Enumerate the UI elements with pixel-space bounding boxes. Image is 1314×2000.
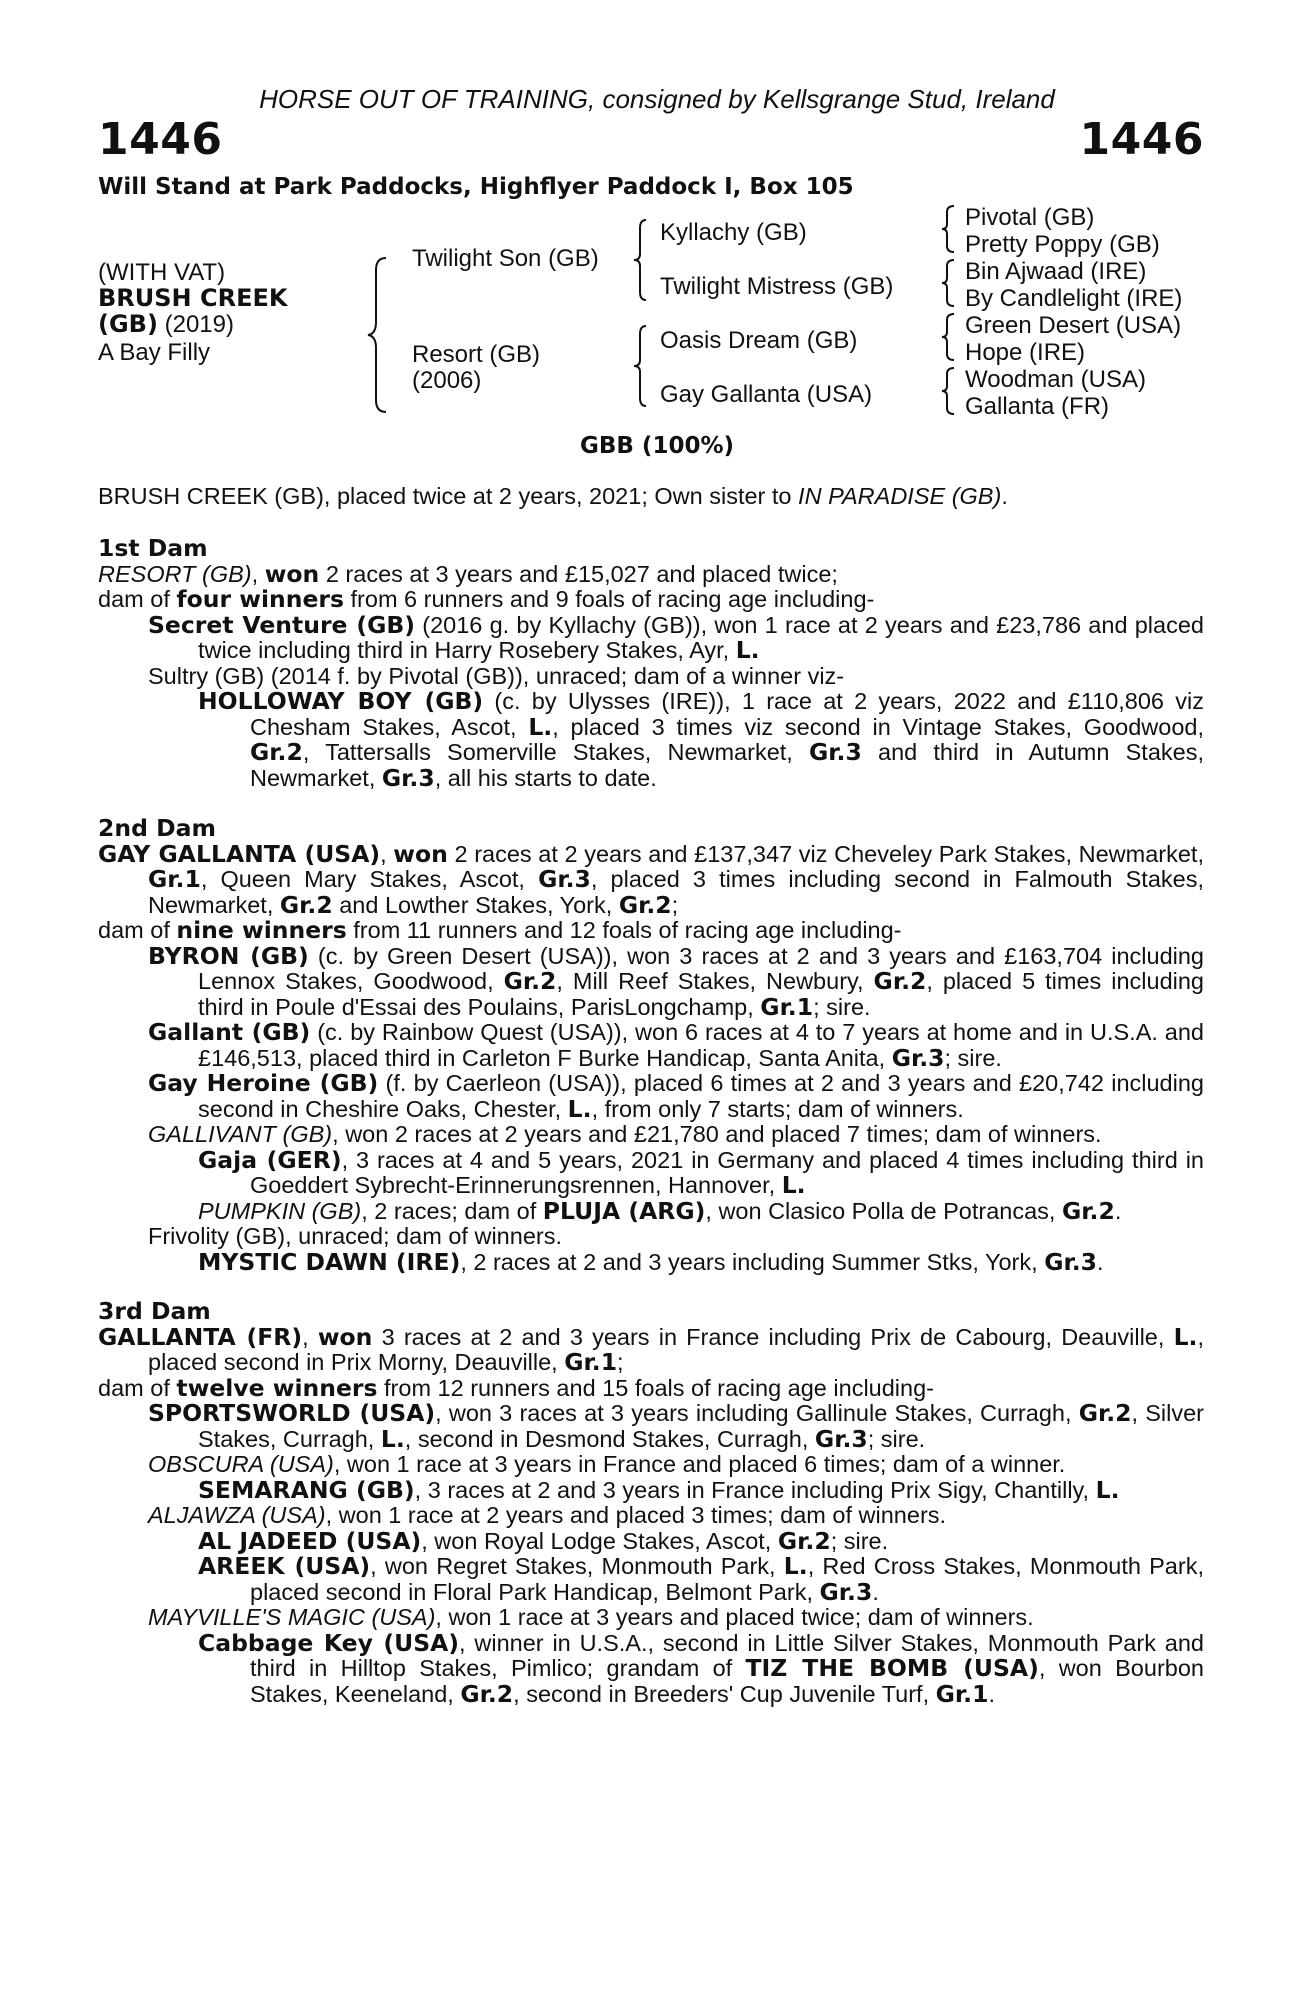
- second-dam-heading: 2nd Dam: [98, 814, 216, 842]
- pedigree-brace-sire: [632, 218, 648, 302]
- third-dam-section: [98, 1299, 1204, 1707]
- first-dam-produce-summary: dam of four winners from 6 runners and 9 foals of racing age including-: [98, 585, 875, 613]
- produce-byron: BYRON (GB) (c. by Green Desert (USA)), won 3 races at 2 and 3 years and £163,704 including Lennox Stakes, Goodwood, Gr.2, Mill Reef Stakes, Newbury, Gr.2, placed 5 times including third in Poule d'Essai des Poulains, ParisLongchamp, Gr.1; sire.: [148, 941, 1204, 1021]
- summary-line: BRUSH CREEK (GB), placed twice at 2 years, 2021; Own sister to IN PARADISE (GB).: [98, 483, 1008, 509]
- g3-pretty-poppy: Pretty Poppy (GB): [965, 231, 1160, 258]
- lot-number-left: 1446: [98, 114, 223, 165]
- consignor-line: HORSE OUT OF TRAINING, consigned by Kellsgrange Stud, Ireland: [259, 84, 1055, 114]
- pedigree-brace-g3-2: [940, 258, 956, 308]
- pedigree-brace-dam: [632, 324, 648, 408]
- first-dam-heading: 1st Dam: [98, 534, 208, 562]
- dam-dam: Gay Gallanta (USA): [660, 381, 873, 408]
- g3-gallanta: Gallanta (FR): [965, 393, 1110, 420]
- third-dam-heading: 3rd Dam: [98, 1297, 211, 1325]
- sire-name: Twilight Son (GB): [412, 245, 599, 272]
- horse-country: (GB): [98, 310, 158, 338]
- horse-description: A Bay Filly: [98, 339, 211, 366]
- pedigree-brace-main: [366, 256, 388, 414]
- horse-name: BRUSH CREEK: [98, 284, 288, 312]
- produce-obscura: OBSCURA (USA), won 1 race at 3 years in France and placed 6 times; dam of a winner.: [148, 1451, 1066, 1477]
- produce-sportsworld: SPORTSWORLD (USA), won 3 races at 3 years including Gallinule Stakes, Curragh, Gr.2, Silver Stakes, Curragh, L., second in Desmond Stakes, Curragh, Gr.3; sire.: [148, 1399, 1204, 1453]
- second-dam-section: [98, 816, 1204, 1275]
- g3-pivotal: Pivotal (GB): [965, 204, 1095, 231]
- pedigree-brace-g3-3: [940, 312, 956, 362]
- third-dam-record: GALLANTA (FR), won 3 races at 2 and 3 years in France including Prix de Cabourg, Deauville, L., placed second in Prix Morny, Deauville, Gr.1;: [98, 1322, 1205, 1376]
- horse-year: (2019): [164, 311, 234, 338]
- produce-mystic-dawn: MYSTIC DAWN (IRE), 2 races at 2 and 3 years including Summer Stks, York, Gr.3.: [198, 1247, 1104, 1276]
- produce-pumpkin: PUMPKIN (GB), 2 races; dam of PLUJA (ARG), won Clasico Polla de Potrancas, Gr.2.: [198, 1196, 1122, 1225]
- produce-gallant: Gallant (GB) (c. by Rainbow Quest (USA)), won 6 races at 4 to 7 years at home and in U.S.A. and £146,513, placed third in Carleton F Burke Handicap, Santa Anita, Gr.3; sire.: [148, 1018, 1204, 1072]
- own-sister: IN PARADISE (GB): [798, 483, 1002, 509]
- dam-name: Resort (GB): [412, 341, 541, 368]
- produce-secret-venture: Secret Venture (GB) (2016 g. by Kyllachy (GB)), won 1 race at 2 years and £23,786 and placed twice including third in Harry Rosebery Stakes, Ayr, L.: [148, 610, 1204, 664]
- pedigree-brace-g3-4: [940, 366, 956, 416]
- vat-label: (WITH VAT): [98, 259, 226, 286]
- dam-year: (2006): [412, 367, 482, 394]
- produce-gay-heroine: Gay Heroine (GB) (f. by Caerleon (USA)), placed 6 times at 2 and 3 years and £20,742 including second in Cheshire Oaks, Chester, L., from only 7 starts; dam of winners.: [148, 1069, 1204, 1123]
- g3-bin-ajwaad: Bin Ajwaad (IRE): [965, 258, 1147, 285]
- g3-woodman: Woodman (USA): [965, 366, 1146, 393]
- produce-frivolity: Frivolity (GB), unraced; dam of winners.: [148, 1223, 562, 1249]
- stabling-location: Will Stand at Park Paddocks, Highflyer Paddock I, Box 105: [98, 174, 854, 200]
- lot-number-right: 1446: [1079, 114, 1204, 165]
- produce-cabbage-key: Cabbage Key (USA), winner in U.S.A., second in Little Silver Stakes, Monmouth Park and third in Hilltop Stakes, Pimlico; grandam of TIZ THE BOMB (USA), won Bourbon Stakes, Keeneland, Gr.2, second in Breeders' Cup Juvenile Turf, Gr.1.: [198, 1628, 1204, 1708]
- produce-holloway-boy: HOLLOWAY BOY (GB) (c. by Ulysses (IRE)), 1 race at 2 years, 2022 and £110,806 viz Chesham Stakes, Ascot, L., placed 3 times viz second in Vintage Stakes, Goodwood, Gr.2, Tattersalls Somerville Stakes, Newmarket, Gr.3 and third in Autumn Stakes, Newmarket, Gr.3, all his starts to date.: [198, 687, 1204, 792]
- sire-dam: Twilight Mistress (GB): [660, 273, 894, 300]
- first-dam-section: [98, 536, 1204, 791]
- gbb-rating: GBB (100%): [579, 433, 735, 459]
- produce-semarang: SEMARANG (GB), 3 races at 2 and 3 years in France including Prix Sigy, Chantilly, L.: [198, 1475, 1120, 1504]
- produce-gallivant: GALLIVANT (GB), won 2 races at 2 years and £21,780 and placed 7 times; dam of winners.: [148, 1121, 1102, 1147]
- second-dam-record: GAY GALLANTA (USA), won 2 races at 2 years and £137,347 viz Cheveley Park Stakes, Newmarket, Gr.1, Queen Mary Stakes, Ascot, Gr.3, placed 3 times including second in Falmouth Stakes, Newmarket, Gr.2 and Lowther Stakes, York, Gr.2;: [98, 839, 1204, 919]
- sire-sire: Kyllachy (GB): [660, 219, 807, 246]
- produce-mayvilles-magic: MAYVILLE'S MAGIC (USA), won 1 race at 3 years and placed twice; dam of winners.: [148, 1604, 1034, 1630]
- produce-sultry: Sultry (GB) (2014 f. by Pivotal (GB)), unraced; dam of a winner viz-: [148, 662, 845, 689]
- g3-hope: Hope (IRE): [965, 339, 1086, 366]
- produce-aljawza: ALJAWZA (USA), won 1 race at 2 years and placed 3 times; dam of winners.: [148, 1502, 947, 1528]
- g3-by-candlelight: By Candlelight (IRE): [965, 285, 1183, 312]
- produce-gaja: Gaja (GER), 3 races at 4 and 5 years, 2021 in Germany and placed 4 times including third in Goeddert Sybrecht-Erinnerungsrennen, Hannover, L.: [198, 1145, 1204, 1199]
- produce-areek: AREEK (USA), won Regret Stakes, Monmouth Park, L., Red Cross Stakes, Monmouth Park, placed second in Floral Park Handicap, Belmont Park, Gr.3.: [198, 1552, 1204, 1606]
- g3-green-desert: Green Desert (USA): [965, 312, 1182, 339]
- dam-sire: Oasis Dream (GB): [660, 327, 858, 354]
- second-dam-produce-summary: dam of nine winners from 11 runners and 12 foals of racing age including-: [98, 916, 902, 944]
- produce-al-jadeed: AL JADEED (USA), won Royal Lodge Stakes, Ascot, Gr.2; sire.: [198, 1526, 889, 1555]
- first-dam-record: RESORT (GB), won 2 races at 3 years and £15,027 and placed twice;: [98, 559, 838, 588]
- third-dam-produce-summary: dam of twelve winners from 12 runners and 15 foals of racing age including-: [98, 1373, 934, 1402]
- horse-origin: [98, 310, 234, 339]
- pedigree-brace-g3-1: [940, 204, 956, 254]
